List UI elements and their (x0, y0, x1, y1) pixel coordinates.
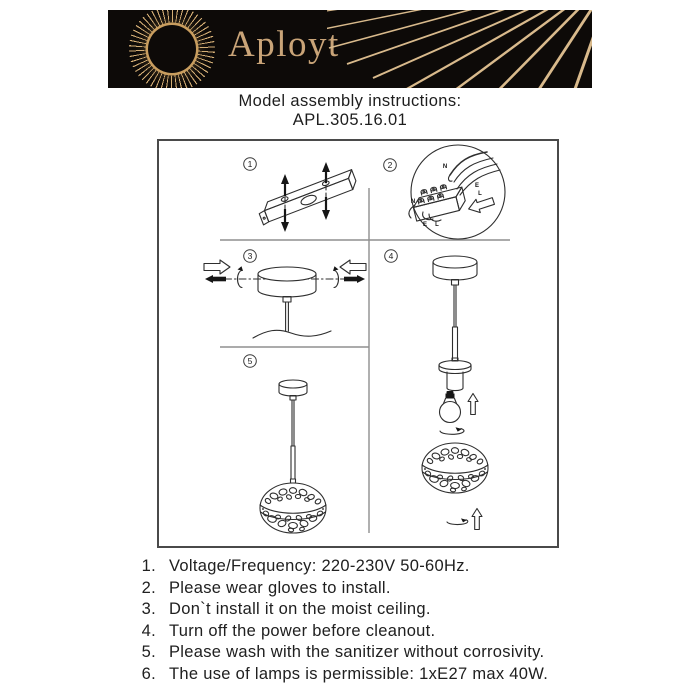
item-text: Voltage/Frequency: 220-230V 50-60Hz. (169, 557, 470, 575)
item-text: Please wear gloves to install. (169, 578, 391, 597)
wire-label-l-top: L (478, 191, 482, 197)
step-2-wiring-diagram (409, 145, 505, 239)
push-in-right-arrow-icon (340, 260, 366, 274)
item-number: 3. (141, 600, 156, 619)
instruction-item (132, 578, 577, 600)
instruction-item (132, 599, 577, 621)
attach-up-arrow-icon (472, 509, 482, 530)
step-2-badge: 2 (387, 160, 393, 170)
rotate-bulb-icon (440, 427, 464, 434)
item-text: Don`t install it on the moist ceiling. (169, 600, 431, 619)
decorative-shade (422, 443, 488, 493)
item-text: Turn off the power before cleanout. (169, 621, 436, 640)
rotate-screw-right-icon (333, 266, 339, 287)
step-3-badge: 3 (247, 251, 253, 261)
rotate-shade-icon (447, 518, 468, 524)
page-title: Model assembly instructions: (238, 92, 462, 110)
instruction-item (132, 664, 577, 686)
decorative-shade (260, 483, 326, 533)
step-4-exploded-pendant-diagram (422, 256, 488, 530)
wire-label-e-top: E (474, 183, 480, 189)
item-number: 1. (141, 557, 156, 575)
instruction-item (132, 621, 577, 643)
item-number: 6. (141, 664, 156, 683)
insert-up-arrow-icon (468, 394, 478, 415)
step-1-bracket-diagram (256, 162, 358, 233)
step-1-badge: 1 (247, 159, 253, 169)
push-in-left-arrow-icon (204, 260, 230, 274)
item-text: The use of lamps is permissible: 1xE27 max 40W. (169, 664, 549, 683)
instruction-list (132, 556, 577, 686)
item-text: Please wash with the sanitizer without corrosivity. (169, 643, 545, 662)
item-number: 5. (141, 643, 156, 662)
wire-label-n-bottom: N (410, 199, 416, 205)
push-direction-arrow-icon (466, 194, 495, 215)
item-number: 4. (141, 621, 156, 640)
assembly-diagram (157, 139, 559, 548)
wire-label-n-top: N (442, 164, 448, 170)
light-bulb-icon (440, 391, 461, 423)
instruction-item (132, 556, 577, 578)
wire-label-e-bottom: E (422, 222, 428, 228)
sunburst-logo-icon (129, 10, 215, 88)
brand-banner (108, 10, 592, 88)
decorative-rays-icon (327, 10, 592, 88)
step-4-badge: 4 (388, 251, 394, 261)
title-block (0, 92, 700, 130)
wire-label-l-bottom: L (435, 222, 439, 228)
panel-dividers (220, 188, 510, 533)
brand-name: Aployt (228, 24, 340, 65)
step-5-assembled-pendant-diagram (260, 380, 326, 533)
step-5-badge: 5 (247, 356, 253, 366)
step-3-canopy-diagram (204, 260, 366, 338)
instruction-item (132, 642, 577, 664)
assembly-diagram-canvas (159, 141, 557, 546)
rotate-screw-left-icon (238, 266, 244, 287)
item-number: 2. (141, 578, 156, 597)
model-number: APL.305.16.01 (292, 111, 408, 129)
